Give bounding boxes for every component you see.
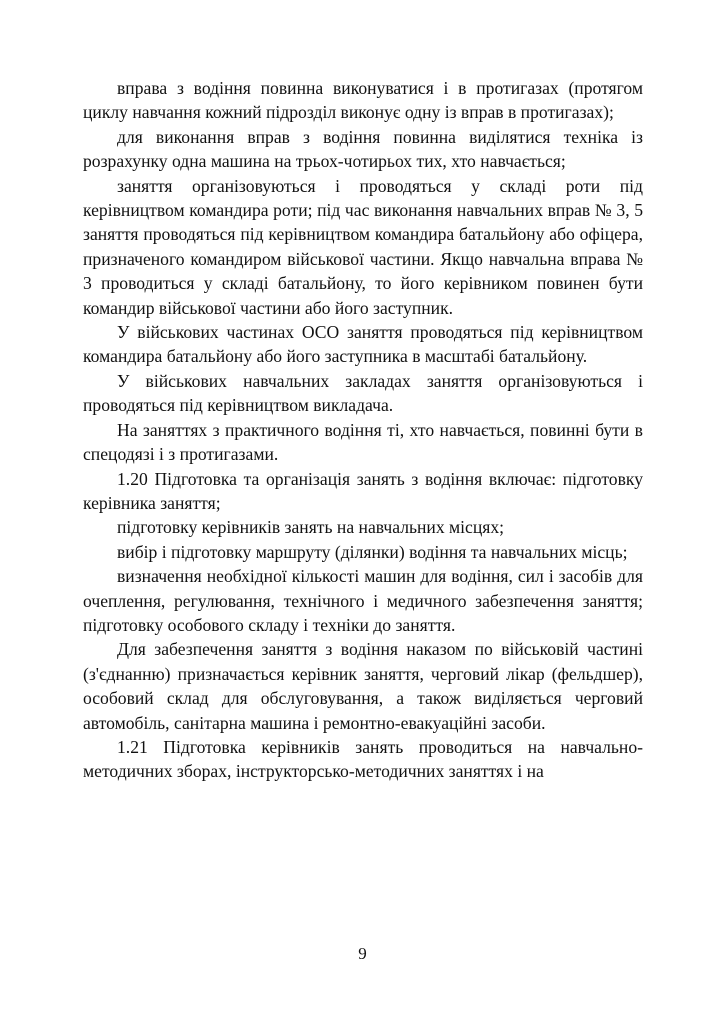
paragraph-section-1-21: 1.21 Підготовка керівників занять проводиться на навчально-методичних зборах, інструкторсько-методичних заняттях і на [83, 736, 643, 782]
paragraph-workwear: На заняттях з практичного водіння ті, хто навчається, повинні бути в спецодязі і з протигазами. [83, 419, 643, 465]
paragraph-gas-masks: вправа з водіння повинна виконуватися і в протигазах (протягом циклу навчання кожний підрозділ виконує одну із вправ в протигазах); [83, 78, 643, 123]
page-number: 9 [358, 944, 367, 963]
paragraph-order: Для забезпечення заняття з водіння наказом по військовій частині (з'єднанню) призначається керівник заняття, черговий лікар (фельдшер), особовий склад для обслуговування, а також виділяється черговий автомобіль, санітарна машина і ремонтно-евакуаційні засоби. [83, 639, 643, 733]
paragraph-oso-units: У військових частинах ОСО заняття проводяться під керівництвом командира батальйону або його заступника в масштабі батальйону. [83, 322, 643, 367]
paragraph-vehicle-allocation: для виконання вправ з водіння повинна виділятися техніка із розрахунку одна машина на трьох-чотирьох тих, хто навчається; [83, 126, 643, 172]
body-text [83, 76, 643, 784]
paragraph-section-1-20: 1.20 Підготовка та організація занять з водіння включає: підготовку керівника заняття; [83, 468, 643, 513]
paragraph-station-leaders: підготовку керівників занять на навчальних місцях; [117, 517, 505, 538]
paragraph-route-selection: вибір і підготовку маршруту (ділянки) водіння та навчальних місць; [117, 541, 628, 562]
paragraph-military-schools: У військових навчальних закладах заняття організовуються і проводяться під керівництвом викладача. [83, 370, 643, 416]
paragraph-resources: визначення необхідної кількості машин для водіння, сил і засобів для очеплення, регулювання, технічного і медичного забезпечення заняття; підготовку особового складу і техніки до заняття. [83, 566, 643, 635]
paragraph-company-organization: заняття організовуються і проводяться у складі роти під керівництвом командира роти; під час виконання навчальних вправ № 3, 5 заняття проводяться під керівництвом командира батальйону або офіцера, призначеного командиром військової частини. Якщо навчальна вправа № 3 проводиться у складі батальйону, то його керівником повинен бути командир військової частини або його заступник. [83, 175, 643, 318]
